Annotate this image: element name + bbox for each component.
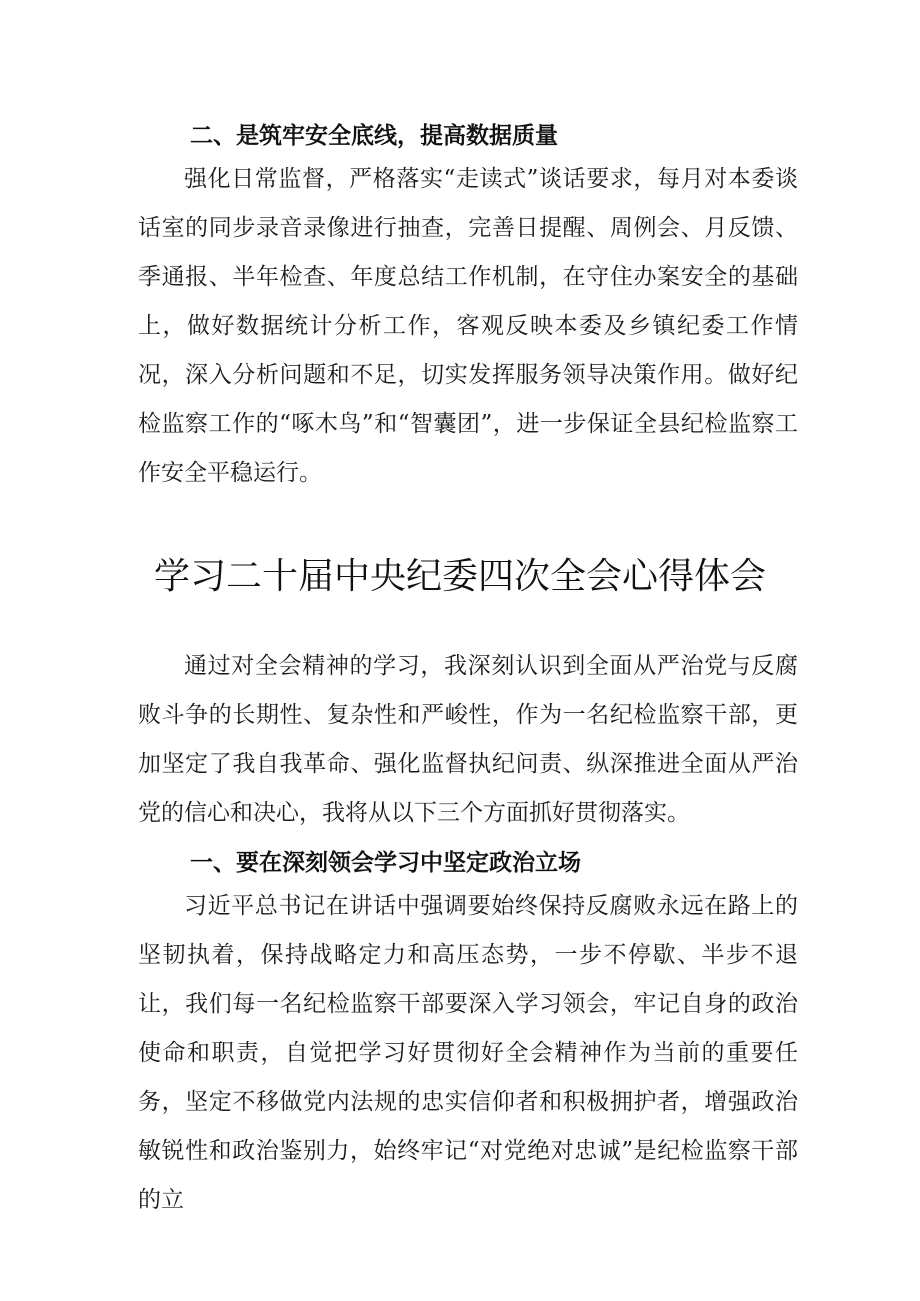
section-two-paragraph: 强化日常监督，严格落实“走读式”谈话要求，每月对本委谈话室的同步录音录像进行抽查，完善日提醒、周例会、月反馈、季通报、半年检查、年度总结工作机制，在守住办案安全的基础上，做好数据统计分析工作，客观反映本委及乡镇纪委工作情况，深入分析问题和不足，切实发挥服务领导决策作用。做好纪检监察工作的“啄木鸟”和“智囊团”，进一步保证全县纪检监察工作安全平稳运行。 — [138, 166, 798, 486]
article-intro-paragraph: 通过对全会精神的学习，我深刻认识到全面从严治党与反腐败斗争的长期性、复杂性和严峻性，作为一名纪检监察干部，更加坚定了我自我革命、强化监督执纪问责、纵深推进全面从严治党的信心和决心，我将从以下三个方面抓好贯彻落实。 — [138, 653, 798, 826]
section-one-paragraph: 习近平总书记在讲话中强调要始终保持反腐败永远在路上的坚韧执着，保持战略定力和高压态势，一步不停歇、半步不退让，我们每一名纪检监察干部要深入学习领会，牢记自身的政治使命和职责，自觉把学习好贯彻好全会精神作为当前的重要任务，坚定不移做党内法规的忠实信仰者和积极拥护者，增强政治敏锐性和政治鉴别力，始终牢记“对党绝对忠诚”是纪检监察干部的立 — [138, 893, 798, 1213]
section-two-heading: 二、是筑牢安全底线，提高数据质量 — [190, 123, 558, 149]
section-one-heading: 一、要在深刻领会学习中坚定政治立场 — [190, 850, 581, 876]
article-title: 学习二十届中央纪委四次全会心得体会 — [153, 556, 766, 597]
